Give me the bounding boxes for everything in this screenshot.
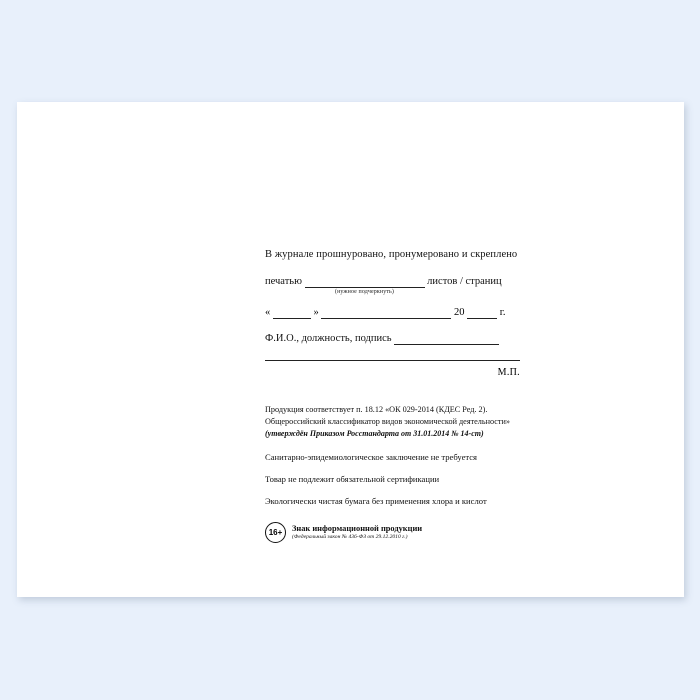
month-blank-line <box>321 307 451 319</box>
fio-blank-line <box>394 333 499 345</box>
year-prefix: 20 <box>454 307 465 319</box>
date-open-quote: « <box>265 307 271 319</box>
year-blank-line <box>467 307 497 319</box>
document-content <box>265 247 525 543</box>
seal-row <box>265 276 525 288</box>
fio-row <box>265 333 525 345</box>
fio-label: Ф.И.О., должность, подпись <box>265 333 392 345</box>
sheets-label: листов / страниц <box>427 276 502 288</box>
seal-place-label: М.П. <box>497 367 520 379</box>
conformity-line-3: (утверждён Приказом Росстандарта от 31.01.2014 № 14-ст) <box>265 429 484 438</box>
conformity-line-1: Продукция соответствует п. 18.12 «ОК 029-2014 (КДЕС Ред. 2). <box>265 405 488 415</box>
document-sheet <box>17 102 684 597</box>
conformity-block <box>265 404 525 439</box>
age-mark-block <box>265 522 525 543</box>
underline-note: (нужное подчеркнуть) <box>335 289 394 296</box>
note-sanitary: Санитарно-эпидемиологическое заключение не требуется <box>265 451 478 462</box>
date-close-quote: » <box>313 307 319 319</box>
age-rating-icon: 16+ <box>265 522 286 543</box>
seal-label: печатью <box>265 276 302 288</box>
document-heading: В журнале прошнуровано, пронумеровано и скреплено <box>265 249 518 260</box>
year-suffix: г. <box>499 307 506 319</box>
note-eco-paper: Экологически чистая бумага без применения хлора и кислот <box>265 495 487 506</box>
age-mark-text <box>292 524 422 541</box>
age-mark-title: Знак информационной продукции <box>292 523 423 533</box>
day-blank-line <box>273 307 311 319</box>
date-row <box>265 307 525 319</box>
note-certification: Товар не подлежит обязательной сертификации <box>265 473 440 484</box>
age-mark-subtitle: (Федеральный закон № 436-ФЗ от 29.12.2010 г.) <box>292 533 408 540</box>
seal-blank-line <box>305 276 425 288</box>
conformity-line-2: Общероссийский классификатор видов экономической деятельности» <box>265 417 510 427</box>
signature-rule <box>265 359 520 361</box>
